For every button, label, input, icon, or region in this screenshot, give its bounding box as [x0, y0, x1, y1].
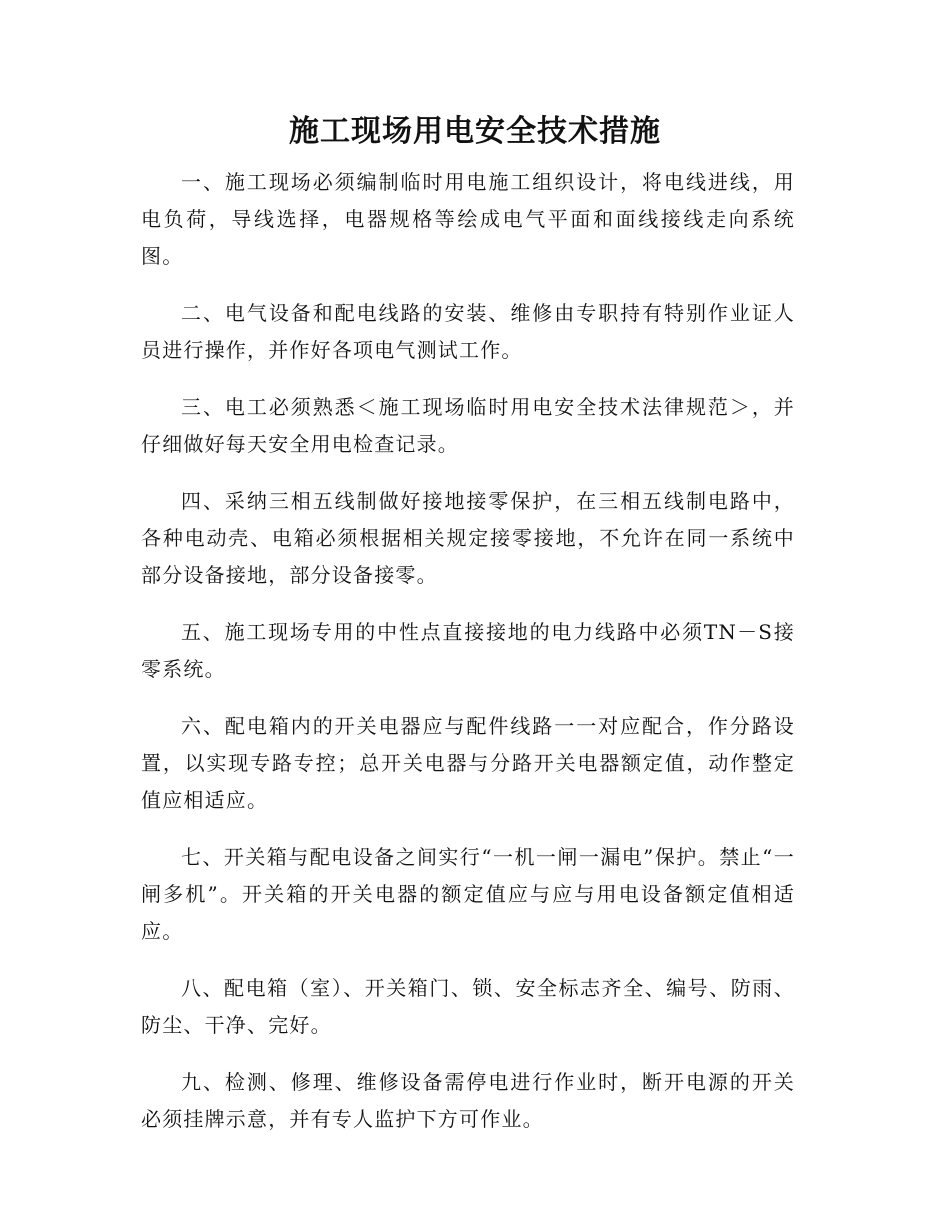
- paragraph-9: 九、检测、修理、维修设备需停电进行作业时，断开电源的开关必须挂牌示意，并有专人监护下方可作业。: [141, 1070, 795, 1131]
- paragraph-5: 五、施工现场专用的中性点直接接地的电力线路中必须TN－S接零系统。: [141, 620, 795, 681]
- paragraph-3: 三、电工必须熟悉＜施工现场临时用电安全技术法律规范＞，并仔细做好每天安全用电检查记录。: [141, 395, 795, 456]
- paragraph-2: 二、电气设备和配电线路的安装、维修由专职持有特别作业证人员进行操作，并作好各项电气测试工作。: [141, 301, 795, 362]
- document-body: [141, 164, 795, 1158]
- document-title: 施工现场用电安全技术措施: [289, 114, 661, 149]
- paragraph-7: 七、开关箱与配电设备之间实行“一机一闸一漏电”保护。禁止“一闸多机”。开关箱的开关电器的额定值应与应与用电设备额定值相适应。: [141, 845, 795, 943]
- paragraph-6: 六、配电箱内的开关电器应与配件线路一一对应配合，作分路设置，以实现专路专控；总开关电器与分路开关电器额定值，动作整定值应相适应。: [141, 714, 795, 812]
- paragraph-1: 一、施工现场必须编制临时用电施工组织设计，将电线进线，用电负荷，导线选择，电器规格等绘成电气平面和面线接线走向系统图。: [141, 170, 795, 268]
- paragraph-4: 四、采纳三相五线制做好接地接零保护，在三相五线制电路中，各种电动壳、电箱必须根据相关规定接零接地，不允许在同一系统中部分设备接地，部分设备接零。: [141, 489, 795, 587]
- paragraph-8: 八、配电箱（室）、开关箱门、锁、安全标志齐全、编号、防雨、防尘、干净、完好。: [141, 976, 795, 1037]
